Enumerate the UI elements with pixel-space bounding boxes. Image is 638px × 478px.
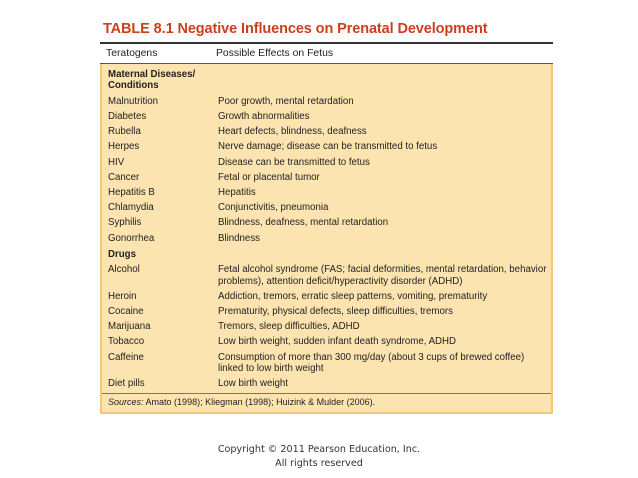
header-effects: Possible Effects on Fetus [216, 48, 334, 59]
table-row [102, 350, 551, 377]
table-row [102, 170, 551, 185]
teratogen-cell: Syphilis [108, 217, 142, 229]
effect-cell: Heart defects, blindness, deafness [218, 126, 367, 138]
table-row [102, 94, 551, 109]
table-row [102, 319, 551, 334]
effect-cell: Growth abnormalities [218, 111, 310, 123]
table-title: TABLE 8.1 Negative Influences on Prenatal Development [103, 21, 488, 37]
copyright-line: Copyright © 2011 Pearson Education, Inc. [217, 444, 421, 455]
effect-cell: Nerve damage; disease can be transmitted to fetus [218, 141, 438, 153]
header-teratogens: Teratogens [106, 48, 158, 59]
teratogen-cell: Gonorrhea [108, 232, 155, 244]
teratogen-cell: Hepatitis B [108, 187, 155, 199]
effect-cell: Conjunctivitis, pneumonia [218, 202, 329, 214]
table-row [102, 185, 551, 200]
teratogen-cell: Diet pills [108, 378, 145, 390]
table-row [102, 304, 551, 319]
effect-cell: Disease can be transmitted to fetus [218, 156, 370, 168]
section-heading-maternal-diseases: Maternal Diseases/ Conditions [108, 69, 196, 92]
teratogen-cell: Tobacco [108, 336, 145, 348]
teratogens-table [100, 18, 553, 414]
teratogen-cell: Caffeine [108, 351, 144, 363]
table-row [102, 231, 551, 246]
teratogen-cell: Diabetes [108, 111, 147, 123]
teratogen-cell: Cocaine [108, 306, 144, 318]
effect-cell: Blindness [218, 232, 261, 244]
teratogen-cell: Heroin [108, 290, 137, 302]
table-row [102, 124, 551, 139]
teratogen-cell: Rubella [108, 126, 141, 138]
effect-cell: Addiction, tremors, erratic sleep patterns, vomiting, prematurity [218, 290, 488, 302]
teratogen-cell: Herpes [108, 141, 140, 153]
teratogen-cell: HIV [108, 156, 125, 168]
teratogen-cell: Malnutrition [108, 95, 159, 107]
teratogen-cell: Chlamydia [108, 202, 154, 214]
effect-cell: Low birth weight, sudden infant death syndrome, ADHD [218, 336, 457, 348]
table-body [100, 64, 553, 414]
teratogen-cell: Marijuana [108, 321, 151, 333]
sources-text: Amato (1998); Kliegman (1998); Huizink & Mulder (2006). [145, 397, 376, 408]
effect-cell: Prematurity, physical defects, sleep difficulties, tremors [218, 306, 453, 318]
table-row [102, 334, 551, 349]
table-row [102, 262, 551, 289]
table-row [102, 289, 551, 304]
table-row [102, 139, 551, 154]
table-row [102, 200, 551, 215]
table-header-row [100, 44, 553, 64]
effect-cell: Fetal alcohol syndrome (FAS; facial deformities, mental retardation, behavior problems), attention deficit/hyperactivity disorder (ADHD) [218, 264, 547, 287]
rights-line: All rights reserved [275, 457, 363, 469]
table-row [102, 215, 551, 230]
copyright-footer [0, 443, 638, 470]
sources-label: Sources: [108, 397, 144, 408]
teratogen-cell: Alcohol [108, 264, 140, 276]
sources-note [102, 393, 551, 410]
teratogen-cell: Cancer [108, 171, 140, 183]
table-row [102, 376, 551, 391]
effect-cell: Fetal or placental tumor [218, 171, 320, 183]
effect-cell: Blindness, deafness, mental retardation [218, 217, 389, 229]
table-row [102, 155, 551, 170]
effect-cell: Poor growth, mental retardation [218, 95, 354, 107]
effect-cell: Consumption of more than 300 mg/day (about 3 cups of brewed coffee) linked to low birth weight [218, 351, 525, 375]
effect-cell: Low birth weight [218, 378, 289, 390]
effect-cell: Hepatitis [218, 187, 256, 199]
table-row [102, 109, 551, 124]
effect-cell: Tremors, sleep difficulties, ADHD [218, 321, 360, 333]
section-heading-drugs: Drugs [108, 248, 136, 260]
